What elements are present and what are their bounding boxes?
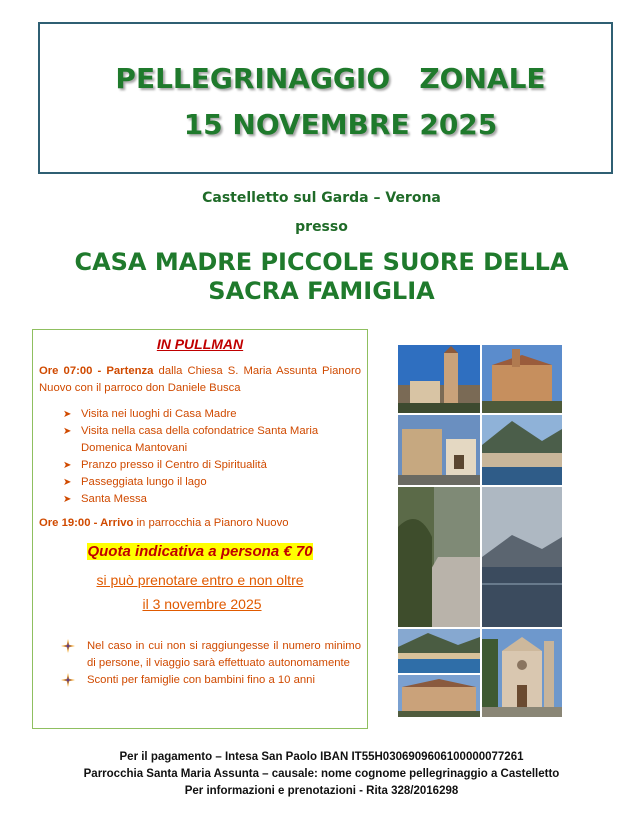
- destination-line-2: SACRA FAMIGLIA: [208, 277, 435, 305]
- contact-info: Per informazioni e prenotazioni - Rita 328/2016298: [184, 785, 459, 797]
- program-box: [32, 329, 368, 729]
- arrow-bullet-icon: ➤: [63, 409, 72, 420]
- notes-list: [61, 638, 361, 689]
- list-item: [63, 491, 363, 508]
- photo-lake-mountains: [482, 487, 562, 627]
- activity-text: Visita nella casa della cofondatrice Santa Maria Domenica Mantovani: [81, 425, 319, 454]
- photo-collage: [398, 345, 562, 717]
- departure-time: Ore 07:00 - Partenza: [39, 365, 154, 377]
- destination-line-1: CASA MADRE PICCOLE SUORE DELLA: [74, 248, 569, 276]
- note-text: Nel caso in cui non si raggiungesse il numero minimo di persone, il viaggio sarà effettuato autonomamente: [87, 640, 361, 669]
- arrow-bullet-icon: ➤: [63, 477, 72, 488]
- price-quote-text: Quota indicativa a persona € 70: [87, 543, 313, 560]
- activity-text: Santa Messa: [81, 493, 147, 505]
- program-title: IN PULLMAN: [156, 336, 244, 352]
- list-item: [61, 638, 361, 672]
- photo-harbor: [398, 629, 480, 673]
- departure-info: [39, 363, 361, 397]
- payment-info: Per il pagamento – Intesa San Paolo IBAN IT55H0306909606100000077261: [119, 751, 524, 763]
- list-item: [63, 474, 363, 491]
- photo-mother-house: [482, 345, 562, 413]
- arrow-bullet-icon: ➤: [63, 494, 72, 505]
- booking-deadline-line-1: si può prenotare entro e non oltre: [96, 572, 304, 588]
- booking-deadline-line-2: il 3 novembre 2025: [142, 596, 262, 612]
- arrival-info: [39, 517, 361, 529]
- price-quote: [33, 543, 367, 560]
- event-title: PELLEGRINAGGIO ZONALE: [115, 62, 546, 95]
- list-item: [63, 457, 363, 474]
- arrival-text: in parrocchia a Pianoro Nuovo: [136, 517, 289, 529]
- note-text: Sconti per famiglie con bambini fino a 10 anni: [87, 674, 315, 686]
- title-box: [38, 22, 613, 174]
- activities-list: [63, 406, 363, 508]
- activity-text: Pranzo presso il Centro di Spiritualità: [81, 459, 267, 471]
- photo-lake-town: [482, 415, 562, 485]
- arrow-bullet-icon: ➤: [63, 426, 72, 437]
- event-date: 15 NOVEMBRE 2025: [183, 108, 498, 141]
- photo-street-houses: [398, 415, 480, 485]
- location: Castelletto sul Garda – Verona: [202, 190, 441, 206]
- payment-causale: Parrocchia Santa Maria Assunta – causale: nome cognome pellegrinaggio a Castelletto: [83, 768, 560, 780]
- arrival-time: Ore 19:00 - Arrivo: [39, 517, 134, 529]
- footer-info: [0, 749, 643, 800]
- photo-lakeside-walk: [398, 487, 480, 627]
- destination-name: [0, 248, 643, 306]
- photo-bell-tower: [398, 345, 480, 413]
- list-item: [63, 423, 363, 457]
- star-bullet-icon: [61, 639, 75, 653]
- departure-text: dalla Chiesa S. Maria Assunta Pianoro Nuovo con il parroco don Daniele Busca: [39, 365, 361, 394]
- presso-label: presso: [295, 219, 348, 235]
- list-item: [61, 672, 361, 689]
- photo-long-building: [398, 675, 480, 717]
- star-bullet-icon: [61, 673, 75, 687]
- activity-text: Visita nei luoghi di Casa Madre: [81, 408, 237, 420]
- activity-text: Passeggiata lungo il lago: [81, 476, 207, 488]
- photo-church-facade: [482, 629, 562, 717]
- arrow-bullet-icon: ➤: [63, 460, 72, 471]
- list-item: [63, 406, 363, 423]
